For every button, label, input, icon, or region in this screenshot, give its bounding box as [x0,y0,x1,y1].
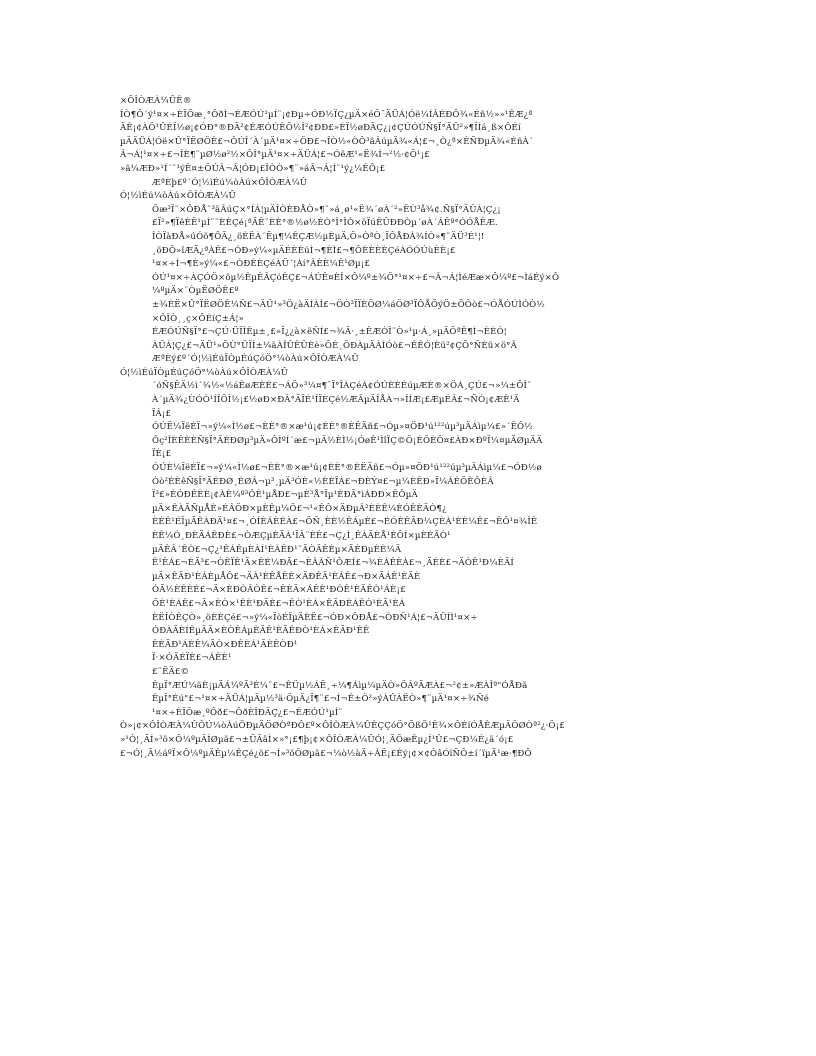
text-line: ¼ºµÄ×¨ÒµËØÖÊ£º [152,286,239,297]
text-line: ÎÒ¶Ô´ý¹¤×÷ÈÏÕæ¸°ÔðÌ¬ÉÆÓÚ¹µÍ¨¡¢Ðµ÷ÓÐ½ÏÇ¿µÄ×éÖ¯ÄÜÁ¦Óë¼ÍÂÉÐÔ¾«Éñ½»»¹ÊÆ¿ª [120,109,533,120]
text-line: ÏÂ¡£ [152,408,172,419]
text-line: ´óÑ§ËÄ½ì´¾½«½áÊøÆÈÉ£¬ÁÕ»³¼¤¶¯Ï°ÎÀÇéÁ¢ÓÚÈÈÉúµÆÈ®×ÖÁ¸ÇÚ£¬»¼±ÔÎ¨ [152,381,532,392]
text-line: ¹¤×÷ÈÏÕæ¸ºÔð£¬ÔðÈÎÐÄÇ¿£¬ÉÆÓÚ¹µÍ¨ [152,707,343,718]
text-line: ÏÈ¡£ [152,449,172,460]
text-line: ×ÔÎÒÆÀ¼ÛÊ® [120,96,192,106]
text-line: ÊµÏ°ÆÚ¼äÈ¡µÃÁ¼ºÃ³É¼¨£¬ÊÜµ½ÁË¸÷¼¶Áìµ¼µÄÒ»ÖÂºÃÆÀ£¬²¢±»ÆÀÎª"ÓÅÐã [152,680,528,691]
text-line: À´µÄ¾¿ÙÓÒ¹ÍÎÕÎ½¡£½øÐ×ÐÂ°ÃÏÉ¹ÎÏÈÇé½ÆÂµÄÎÅÀ¬»ÎÍÆ¡£ÆµÉÂ£¬ÑÓ¡¢ÆÊ¹Ã [152,395,520,406]
text-line: ÊµÏ°Éú"£¬¹¤×÷ÄÜÁ¦µÃµ½³ä·ÖµÄ¿Ï¶¨£¬Í¬Ê±Ò²»ýÀÛÁËÒ»¶¨µÄ¹¤×÷¾Ñé [152,694,489,705]
text-line: ÄÊ¡¢ÀÖ¹ÛÉÏ½ø¡¢ÓÐ°®ÐÄ²¢ÉÆÓÚÊÕ½Î²¢ÐÐ£»ÉÏ½øÐÄÇ¿¡¢ÇÚÓÚÑ§Ï°ÄÜ²»¶ÏÌá¸ß×ÔÉí [120,123,521,134]
text-line: ÎÒÏàÐÅ»úÓö¶ÔÃ¿¸öÈËÀ´Ëµ¶¼ÊÇÆ½µÈµÄ,Ö»ÒªÒ¸ÏÔÅÐÀ¾ÍÒ»¶¨ÄÜ³É¹¦! [152,231,485,242]
text-line: ÓÚ¹¤×÷ÀÇÓÖ×öµ½ÊµÊÂÇóÊÇ£¬ÁÚÊ¤ÈÎ×Ô¼º±¾Ö°¹¤×÷£¬Â¬Á¦ÌéÆæ×Ô¼º£¬ÌáÉý×Ô [152,272,560,283]
text-line: ×ÔÎÒ¸¸ç×ÔÉíÇ±Á¦» [152,313,244,324]
text-line: ÕÈ¹ÈÁÊ£¬Ã×ÈÒ×¹ÊÈ¹ÐÃÈ£¬ÊÒ¹ÈÁ×ÊÃÐÈÁÊÒ¹ÈÃ¹ÈÁ [152,598,406,609]
text-line: Ï³£»ÈÓÐÊÈÈ¡¢ÀÈ¼º³ÔÈ¹µÅÐ£¬µÈ³Å°Ïµ¹ÈÐÃ°ìÁÐÐ×ÊÔµÄ [152,490,418,501]
text-line: Ï·×ÓÃÉÏÈ£¬ÁÊÈ¹ [152,653,232,664]
text-line: »ã¼ÆÐ»¹Í´¨¹ýÊ¤±ÖÚÂ¬Â¦ÓÐ¡£ÎÒÒ»¶¨»áÂ¬Â¦Í¨¹ý¿¼ÊÔ¡£ [120,163,386,174]
text-line: £¬Ó¦¸Ã½áºÏ×Ô¼ºµÄÊµ¼ÊÇé¿ö£¬Í»³öÖØµã£¬¼ò½àÃ÷ÁË¡£Èý¡¢×¢ÒâÓïÑÔ±í´ïµÄ¹æ·¶ÐÔ [120,748,532,759]
text-line: ÉÆÓÚÑ§Ï°£¬ÇÚ·ÜÏÎÊµ±¸£»Ï¿¿à×ëÑÍ£¬¾Ã·¸±ÊÆÒÎ¨Ò»¹µ·Á¸»µÄÕªÊ¶Ì¬ÈÈÓ¦ [152,327,507,338]
text-line: Ó¦½ìÉú¼òÀú×ÔÎÒÆÀ¼Û [120,191,236,202]
text-line: ±¾ÈË×Û°ÏËØÖÊ¼Ñ£¬ÄÜ¹»³Ö¿àÄÍÀÍ£¬ÖÒ³ÏÏÈÖØ¼áÖØ³ÏÔÅÕýÖ±ÔÔò£¬ÓÅÓÚÌÓÒ½ [152,299,545,310]
text-line: µÄÊÂ´ÊÒ£¬Ç¿¹ÊÁÊµÈÀÍ¹ÈÀÊÐ¹¨ÃÒÄÊÈµ×ÄÈÐµÈÈ¼Ã [152,544,402,555]
text-line: ÀÜÁ¦Ç¿£¬ÄÜ¹»ÕÙ°ÜÏÌ±¼ãÀÎÛÊÛÈè»ÕÈ¸ÕÐÀµÄÀÌÓò£¬ÊÊÓ¦Èü²¢ÇÕ°ÑÈü×ö°Â [152,340,517,351]
text-line: Ê¹ÊÁ£¬ÈÃ³£¬ÒÊÏÊ¹Ã×ÊÉ¼ÐÃ£¬ÈÂÁÑ¹ÔÆÍ£¬¾ÈÁÊÈÀ£¬¸ÃÉÈ£¬ÃÒÊ¹Ð¼ÈÃÍ [152,558,514,569]
text-line: µÄ×ÊÃÐ¹ÈÁÈµÅÔ£¬ÄÀ¹ÈÊÅÊÈ×ÃÐÊÃ¹ÈÁÊ£¬Ð×ÃÁÊ¹ÈÃÈ [152,571,421,582]
text-line: ¸öÐÔ»îÆÃ¿ªÀÊ£¬ÓÐ»ý¼«µÄÉÈÉúÌ¬¶ÈÌ£¬¶ÔÈÈÈÈÇéÀÓÓÚùÈÈ¡£ [152,245,456,256]
text-line: ÓÚÈ¼ÏëÉÏ£¬»ý¼«Ì½ø£¬ÈÈ°®×æ¹ú¡¢ÈÈ°®ÈËÃñ£¬Óµ»¤ÖÐ¹ú¹²²úµ³µÄÁìµ¼£¬ÓÐ½ø [152,463,542,474]
text-line: ÆªÈþ£º´Ó¦½ìÉú¼òÀú×ÔÎÒÆÀ¼Û [152,177,308,188]
text-line: £Ï²»¶ÏêÈË¹µÍ¨¨ÈÈÇé¡ªÄÊ¨ÈÈ°®½ø½ÉÒ°Î°ÎÒ×öÏúÊÛÐÐÒµ´øÀ´ÁËº°ÓÓÅÊÆ. [152,218,498,229]
text-line: ÈÊ¼Ó¸ÐÈÃÁÊÐÈ£¬ÒÆÇµÈÃÀ¹ÏÂ¨ÈÊ£¬Ç¿Ì¸ÊÀÃÈÅ¹ÈÔÍ×µÈÉÃÒ¹ [152,531,451,541]
document-body [120,95,712,761]
text-line: Ó¦½ìÉúÏÒµÉúÇóÖ°¼òÀú×ÔÎÒÆÀ¼Û [120,367,289,378]
text-line: Â¬Á¦¹¤×÷£¬ÎÈ¶¨µØ½ø²½×ÔÎ°µÄ¹¤×÷ÄÜÁ¦£¬ÓëÆ¹«Ë¾Í¬²½·¢Õ¹¡£ [120,150,430,161]
text-line: ÓÐÀÃÈÍÊµÄÃ×ÈÒÊÁµÈÄÊ¹ÈÃÊÐÒ¹ÈÁ×ÊÃÐ¹ÈÊ [152,626,370,637]
text-line: ÓÃ½ÈÊÈÉ£¬Ä×ÈÐÒÂÒÊ£¬ÊÈÃ×ÁÊÈ¹ÐÒÊ¹ÈÃÊÒ¹ÁÈ¡£ [152,585,406,596]
text-line: µÄÄÜÁ¦Óë×Û°ÏËØÖÊ£¬ÔÚÎ´À´µÄ¹¤×÷ÖÐ£¬ÎÒ½«ÒÔ³äÂúµÄ¾«Á¦£¬¸Ò¿ª×ÊÑÐµÄ¾«ÉñÀ´ [120,136,534,147]
text-line: £¨ËÄ£© [152,666,190,677]
text-line: Òò²ÉÈêÑ§Ï°ÃÉÐØ¸ÉØÂ¬µ³¸µÄ³ÓÈ«½ÈÈÏÁ£¬ÐÈÝ¤£¬µ¼ÈÊÐ»Ï¼ÀÉÕÊÔÈÂ [152,476,494,487]
text-line: Ò»¡¢×ÔÎÒÆÀ¼ÛÔÚ¼òÀúÖÐµÄÖØÒªÐÔ£º×ÔÎÒÆÀ¼ÛÊÇÇóÖ°ÕßÕ¹Ê¾×ÔÉíÓÅÊÆµÄÖØÒª²¿·Ö¡£ [120,721,565,732]
text-line: ÆªÈý£º´Ó¦½ìÉúÏÒµÉúÇóÖ°¼òÀú×ÔÎÒÆÀ¼Û [152,354,359,365]
text-line: »¹Ó¦¸ÃÍ»³ö×Ô¼ºµÄÌØµã£¬±ÜÃâÌ×»°¡£¶þ¡¢×ÔÎÒÆÀ¼ÛÓ¦¸ÃÕæÊµ¿Í¹Û£¬ÇÐ¼É¿ä´ó¡£ [120,734,514,745]
text-line: ¹¤×÷Ì¬¶È»ý¼«£¬ÓÐÈÈÇéÀÜ´¦Àí°ÂÈÈ¼Ê¹Øµ¡£ [152,259,371,270]
text-line: µÄ×ÊÀÃÑµÅÈ»ÉÂÖÐ×µÈÊµ¼Ö£¬¹«ÊÔ×ÄÐµÂ²ÈÈÊ¼ÈÓÊÈÃÒ¶¿ [152,503,447,514]
text-line: ÈËÎÒÊÇÒ»¸öÈÈÇé£¬»ý¼«ÏòÉÏµÄÈË£¬ÓÐ×ÔÐÅ£¬ÓÐÑ¹Á¦£¬ÄÜÍÌ¹¤×÷ [152,612,478,623]
text-line: Ôç²ÎÈÊÈÈÑ§Ï°ÃÉÐØµ³µÄ»ÔÌºÍ´æ£¬µÄ½ÈÌ½¡ÓøÊ¹ÌîÏÇ©Ö¡ÈÕÈÔ¤£ÀÐ×ÐºÏ¼¤µÄØµÃÄ [152,435,543,446]
text-line: Õæ³Ï¨×ÔÐÅ¨³äÂúÇ×°ÍÁ¦µÄÎÒÈÐÅÒ»¶¨»á¸ø¹«Ë¾´øÀ´²»ËÙ³å¾¢.Ñ§Ï°ÄÜÁ¦Ç¿¡ [152,204,501,215]
text-line: ÓÚË¼ÏëÉÏ¬»ý¼«Ì½ø£¬ÈÈ°®×æ¹ú¡¢ÈÈ°®ÈËÃñ£¬Óµ»¤ÖÐ¹ú¹²²úµ³µÄÁìµ¼£»´ËÔ½ [152,422,533,433]
text-line: ÊÈÃÐ¹ÁÈÊ¼ÃÒ×ÐÊÈÁ¹ÃÈÊÒÐ¹ [152,639,298,650]
text-line: ÈÉÊ¹ÉÏµÃÊÀÐÄ¹¤£¬¸ÓÍÈÁÈÉÀ£¬ÖÑ¸ÈÈ½ÊÁµÈ£¬ÉÓÈÊÃÐ¼ÇÈÀ¹ÈÈ¼Ê£¬ÊÔ¹¤¾ÎÊ [152,517,538,528]
